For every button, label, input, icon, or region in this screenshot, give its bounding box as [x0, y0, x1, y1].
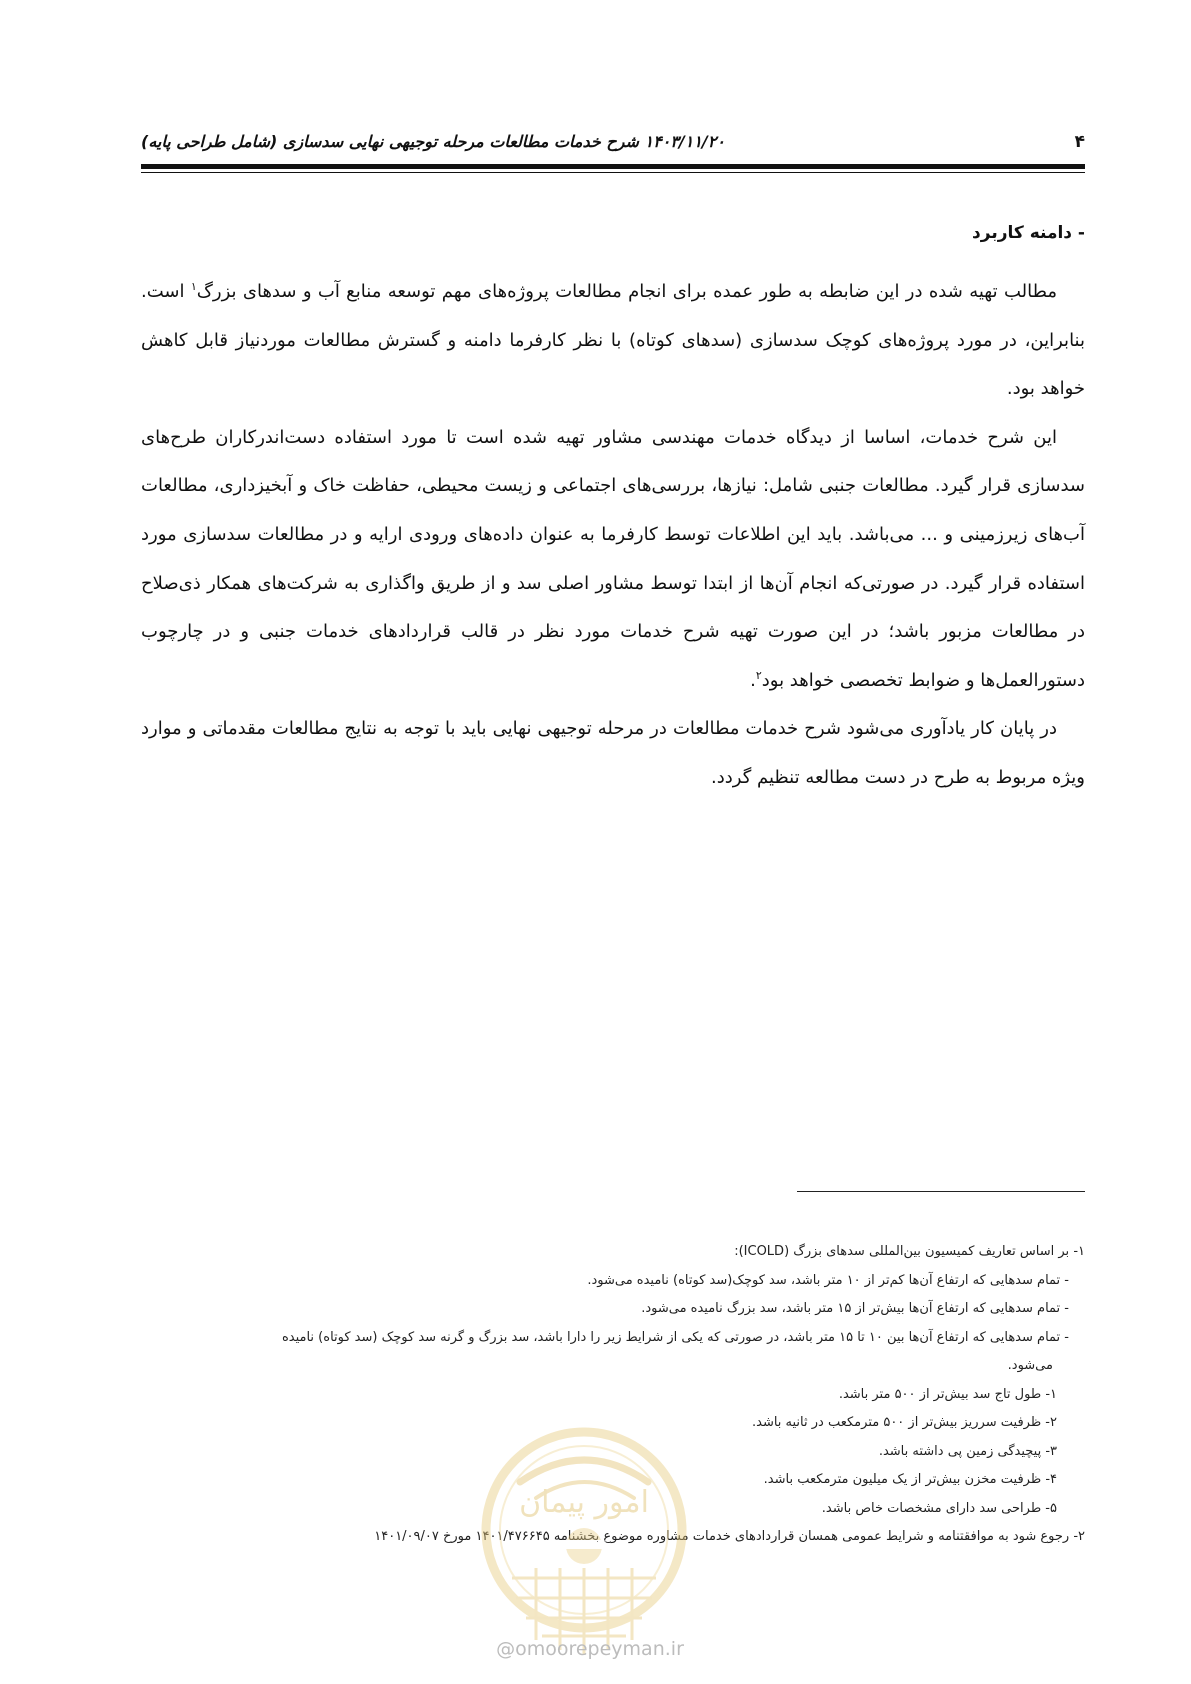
footnote-2: ۲- رجوع شود به موافقتنامه و شرایط عمومی همسان قراردادهای خدمات مشاوره موضوع بخشنامه ۱۴۰۱/۴۷۶۶۴۵ مورخ ۱۴۰۱/۰۹/۰۷: [374, 1529, 1085, 1544]
paragraph-3: [141, 705, 1085, 802]
header-title: ۱۴۰۳/۱۱/۲۰ شرح خدمات مطالعات مرحله توجیهی نهایی سدسازی (شامل طراحی پایه): [141, 132, 725, 151]
footnote-1-condition: ۱- طول تاج سد بیش‌تر از ۵۰۰ متر باشد.: [838, 1386, 1057, 1402]
header-rule-thin: [141, 172, 1085, 173]
footnote-1-condition: ۴- ظرفیت مخزن بیش‌تر از یک میلیون مترمکعب باشد.: [763, 1472, 1057, 1487]
footnote-1-condition: ۳- پیچیدگی زمین پی داشته باشد.: [878, 1443, 1057, 1459]
section-heading: - دامنه کاربرد: [972, 223, 1085, 243]
footnote-separator: [797, 1191, 1085, 1192]
footnote-1-bullet-3-text: - تمام سدهایی که ارتفاع آن‌ها بین ۱۰ تا ۱۵ متر باشد، در صورتی که یکی از شرایط زیر را دارا باشد، سد بزرگ و گرنه سد کوچک (سد کوتاه) نامیده: [281, 1329, 1069, 1345]
footnote-1-bullet: - تمام سدهایی که ارتفاع آن‌ها بیش‌تر از ۱۵ متر باشد، سد بزرگ نامیده می‌شود.: [641, 1301, 1069, 1316]
paragraph-3-text: در پایان کار یادآوری می‌شود شرح خدمات مطالعات در مرحله توجیهی نهایی باید با توجه به نتایج مطالعات مقدماتی و موارد ویژه مربوط به طرح در دست مطالعه تنظیم گردد.: [141, 718, 1085, 788]
watermark-logo: [476, 1418, 692, 1668]
main-content: [141, 215, 1085, 803]
footnote-ref-1[interactable]: ۱: [190, 280, 197, 293]
paragraph-1: [141, 268, 1085, 414]
running-header: [141, 122, 1085, 170]
footnote-1-condition: ۵- طراحی سد دارای مشخصات خاص باشد.: [821, 1500, 1057, 1516]
watermark-logo-text: امور پیمان: [519, 1485, 649, 1520]
footnote-1-intro: ۱- بر اساس تعاریف کمیسیون بین‌المللی سدهای بزرگ (ICOLD):: [734, 1244, 1085, 1259]
paragraph-1-text: مطالب تهیه شده در این ضابطه به طور عمده برای انجام مطالعات پروژه‌های مهم توسعه منابع آب و سدهای بزرگ: [196, 281, 1057, 302]
watermark-caption: @omoorepeyman.ir: [496, 1638, 684, 1660]
header-rule-thick: [141, 164, 1085, 169]
footnote-1-condition: ۲- ظرفیت سرریز بیش‌تر از ۵۰۰ مترمکعب در ثانیه باشد.: [751, 1415, 1057, 1430]
page-number: ۴: [1074, 132, 1085, 152]
paragraph-2: [141, 414, 1085, 706]
footnote-ref-2[interactable]: ۲: [755, 668, 762, 682]
paragraph-2-text: این شرح خدمات، اساسا از دیدگاه خدمات مهندسی مشاور تهیه شده است تا مورد استفاده دست‌اندرکاران طرح‌های سدسازی قرار گیرد. مطالعات جنبی شامل: نیازها، بررسی‌های اجتماعی و زیست محیطی، حفاظت خاک و آبخیزداری، مطالعات آب‌های زیرزمینی و ... می‌باشد. باید این اطلاعات توسط کارفرما به عنوان داده‌های ورودی ارایه و در مطالعات سدسازی مورد استفاده قرار گیرد. در صورتی‌که انجام آن‌ها از ابتدا توسط مشاور اصلی سد و از طریق واگذاری به شرکت‌های همکار ذی‌صلاح در مطالعات مزبور باشد؛ در این صورت تهیه شرح خدمات مورد نظر در قالب قراردادهای خدمات جنبی و در چارچوب دستورالعمل‌ها و ضوابط تخصصی خواهد بود: [141, 426, 1085, 691]
footnote-1-bullet-3-cont: می‌شود.: [1007, 1358, 1053, 1373]
footnote-1-bullet-3: [141, 1324, 1085, 1381]
paragraph-1-text-after: است. بنابراین، در مورد پروژه‌های کوچک سدسازی (سدهای کوتاه) با نظر کارفرما دامنه و گسترش مطالعات موردنیاز قابل کاهش خواهد بود.: [141, 281, 1085, 400]
footnote-1-bullet: - تمام سدهایی که ارتفاع آن‌ها کم‌تر از ۱۰ متر باشد، سد کوچک(سد کوتاه) نامیده می‌شود.: [587, 1272, 1069, 1288]
paragraph-2-text-after: .: [750, 669, 756, 691]
